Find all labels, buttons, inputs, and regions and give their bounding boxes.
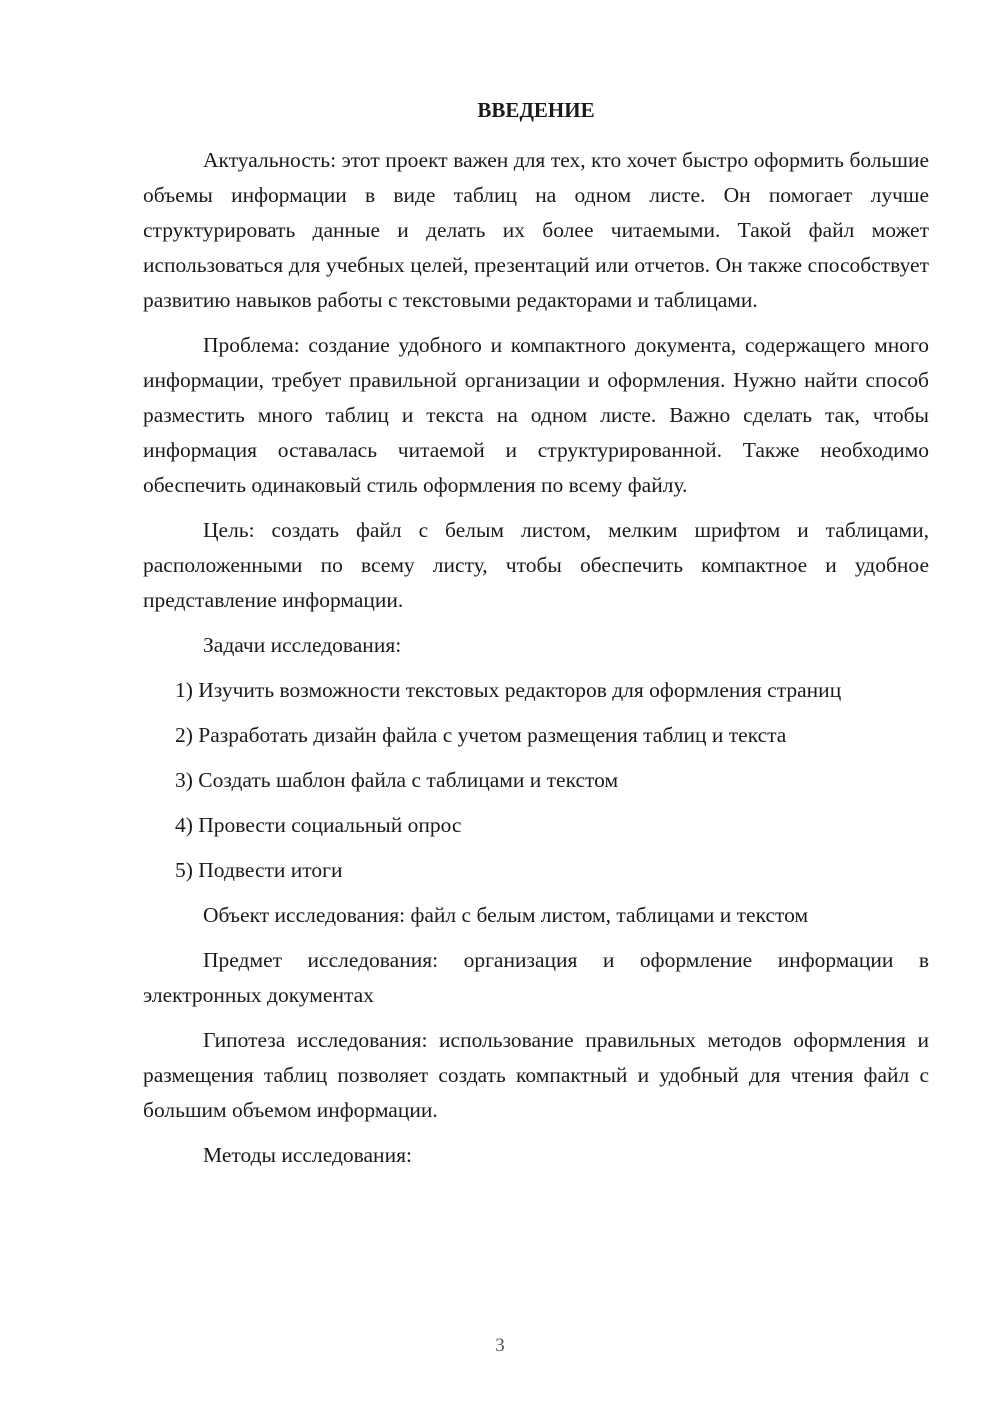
- subject-paragraph: Предмет исследования: организация и оформление информации в электронных документах: [143, 948, 929, 1007]
- goal-paragraph: Цель: создать файл с белым листом, мелким шрифтом и таблицами, расположенными по всему листу, чтобы обеспечить компактное и удобное представление информации.: [143, 518, 929, 612]
- methods-heading: Методы исследования:: [203, 1143, 412, 1167]
- task-item: 1) Изучить возможности текстовых редакторов для оформления страниц: [175, 678, 842, 702]
- task-item: 2) Разработать дизайн файла с учетом размещения таблиц и текста: [175, 723, 787, 747]
- tasks-list: [143, 673, 929, 888]
- section-title: ВВЕДЕНИЕ: [477, 98, 595, 122]
- hypothesis-paragraph: Гипотеза исследования: использование правильных методов оформления и размещения таблиц позволяет создать компактный и удобный для чтения файл с большим объемом информации.: [143, 1028, 929, 1122]
- task-item: 4) Провести социальный опрос: [175, 813, 462, 837]
- document-page: [143, 95, 929, 1173]
- tasks-heading: Задачи исследования:: [203, 633, 402, 657]
- page-number: 3: [495, 1335, 505, 1356]
- task-item: 5) Подвести итоги: [175, 858, 343, 882]
- relevance-paragraph: Актуальность: этот проект важен для тех, кто хочет быстро оформить большие объемы информации в виде таблиц на одном листе. Он помогает лучше структурировать данные и делать их более читаемыми. Такой файл может использоваться для учебных целей, презентаций или отчетов. Он также способствует развитию навыков работы с текстовыми редакторами и таблицами.: [143, 148, 929, 312]
- object-paragraph: Объект исследования: файл с белым листом, таблицами и текстом: [203, 903, 809, 927]
- task-item: 3) Создать шаблон файла с таблицами и текстом: [175, 768, 619, 792]
- problem-paragraph: Проблема: создание удобного и компактного документа, содержащего много информации, требует правильной организации и оформления. Нужно найти способ разместить много таблиц и текста на одном листе. Важно сделать так, чтобы информация оставалась читаемой и структурированной. Также необходимо обеспечить одинаковый стиль оформления по всему файлу.: [143, 333, 929, 497]
